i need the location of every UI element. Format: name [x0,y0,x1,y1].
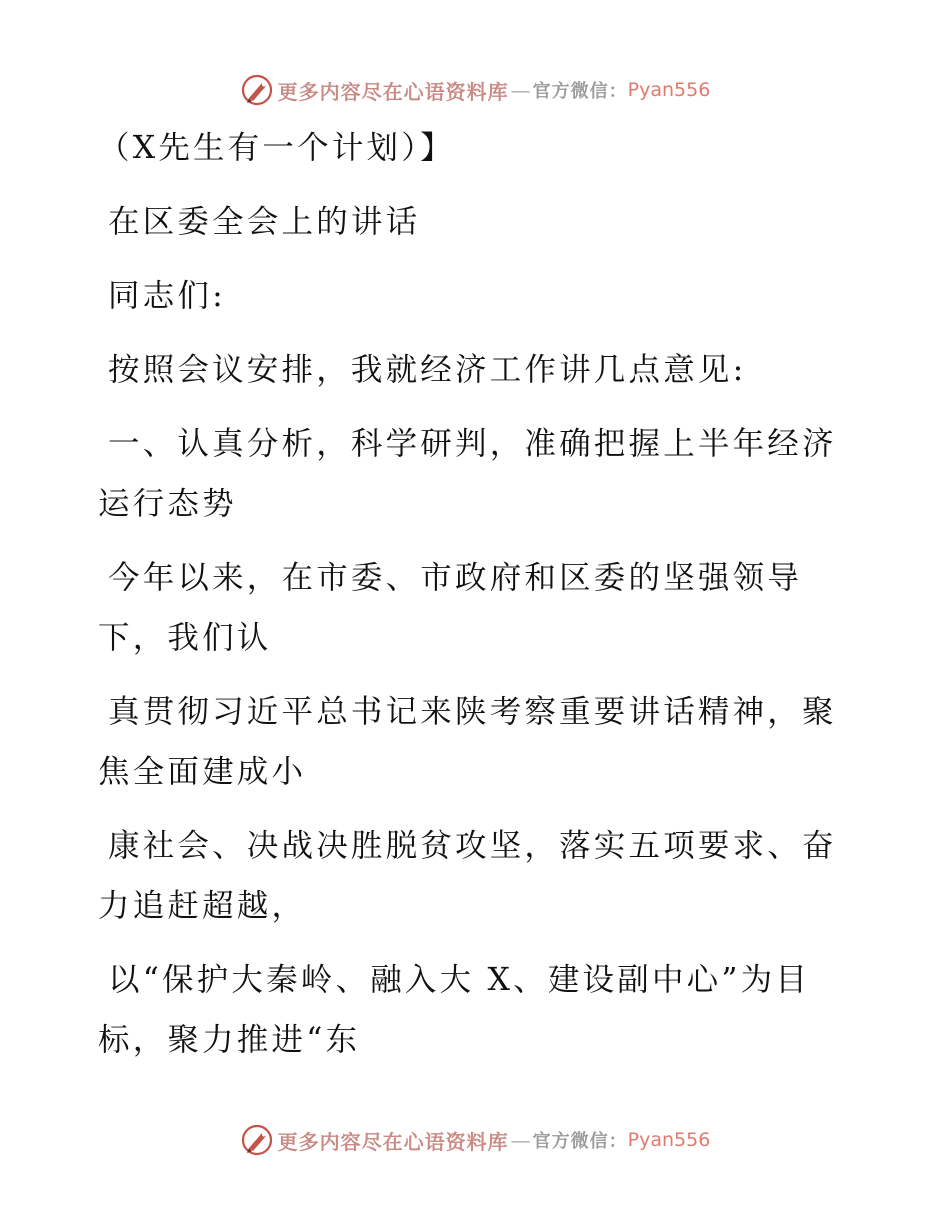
watermark-wechat-id: Pyan556 [627,1129,711,1151]
watermark-wechat-label: 官方微信： [532,1131,628,1152]
paragraph-speech-title: 在区委全会上的讲话 [108,204,421,240]
pen-logo-icon [240,1123,274,1157]
paragraph-plan-note: （X先生有一个计划）】 [98,130,455,166]
watermark-dash: — [510,78,531,102]
watermark-title: 更多内容尽在心语资料库 [277,1129,509,1154]
paragraph-body-2: 真贯彻习近平总书记来陕考察重要讲话精神，聚焦全面建成小 [98,694,837,790]
watermark-dash: — [510,1128,531,1152]
paragraph-body-1: 今年以来，在市委、市政府和区委的坚强领导下，我们认 [98,560,803,656]
document-body [98,118,838,1084]
paragraph-intro: 按照会议安排，我就经济工作讲几点意见: [108,352,747,388]
paragraph-salutation: 同志们: [108,278,226,314]
paragraph-section-heading: 一、认真分析，科学研判，准确把握上半年经济运行态势 [98,426,837,522]
pen-logo-icon [240,73,274,107]
header-watermark [0,70,950,110]
watermark-wechat-id: Pyan556 [627,79,711,101]
paragraph-body-3: 康社会、决战决胜脱贫攻坚，落实五项要求、奋力追赶超越， [98,828,837,924]
watermark-wechat-label: 官方微信： [532,81,628,102]
watermark-title: 更多内容尽在心语资料库 [277,79,509,104]
paragraph-body-4: 以“保护大秦岭、融入大 X、建设副中心”为目标，聚力推进“东 [98,962,811,1058]
footer-watermark [0,1120,950,1160]
